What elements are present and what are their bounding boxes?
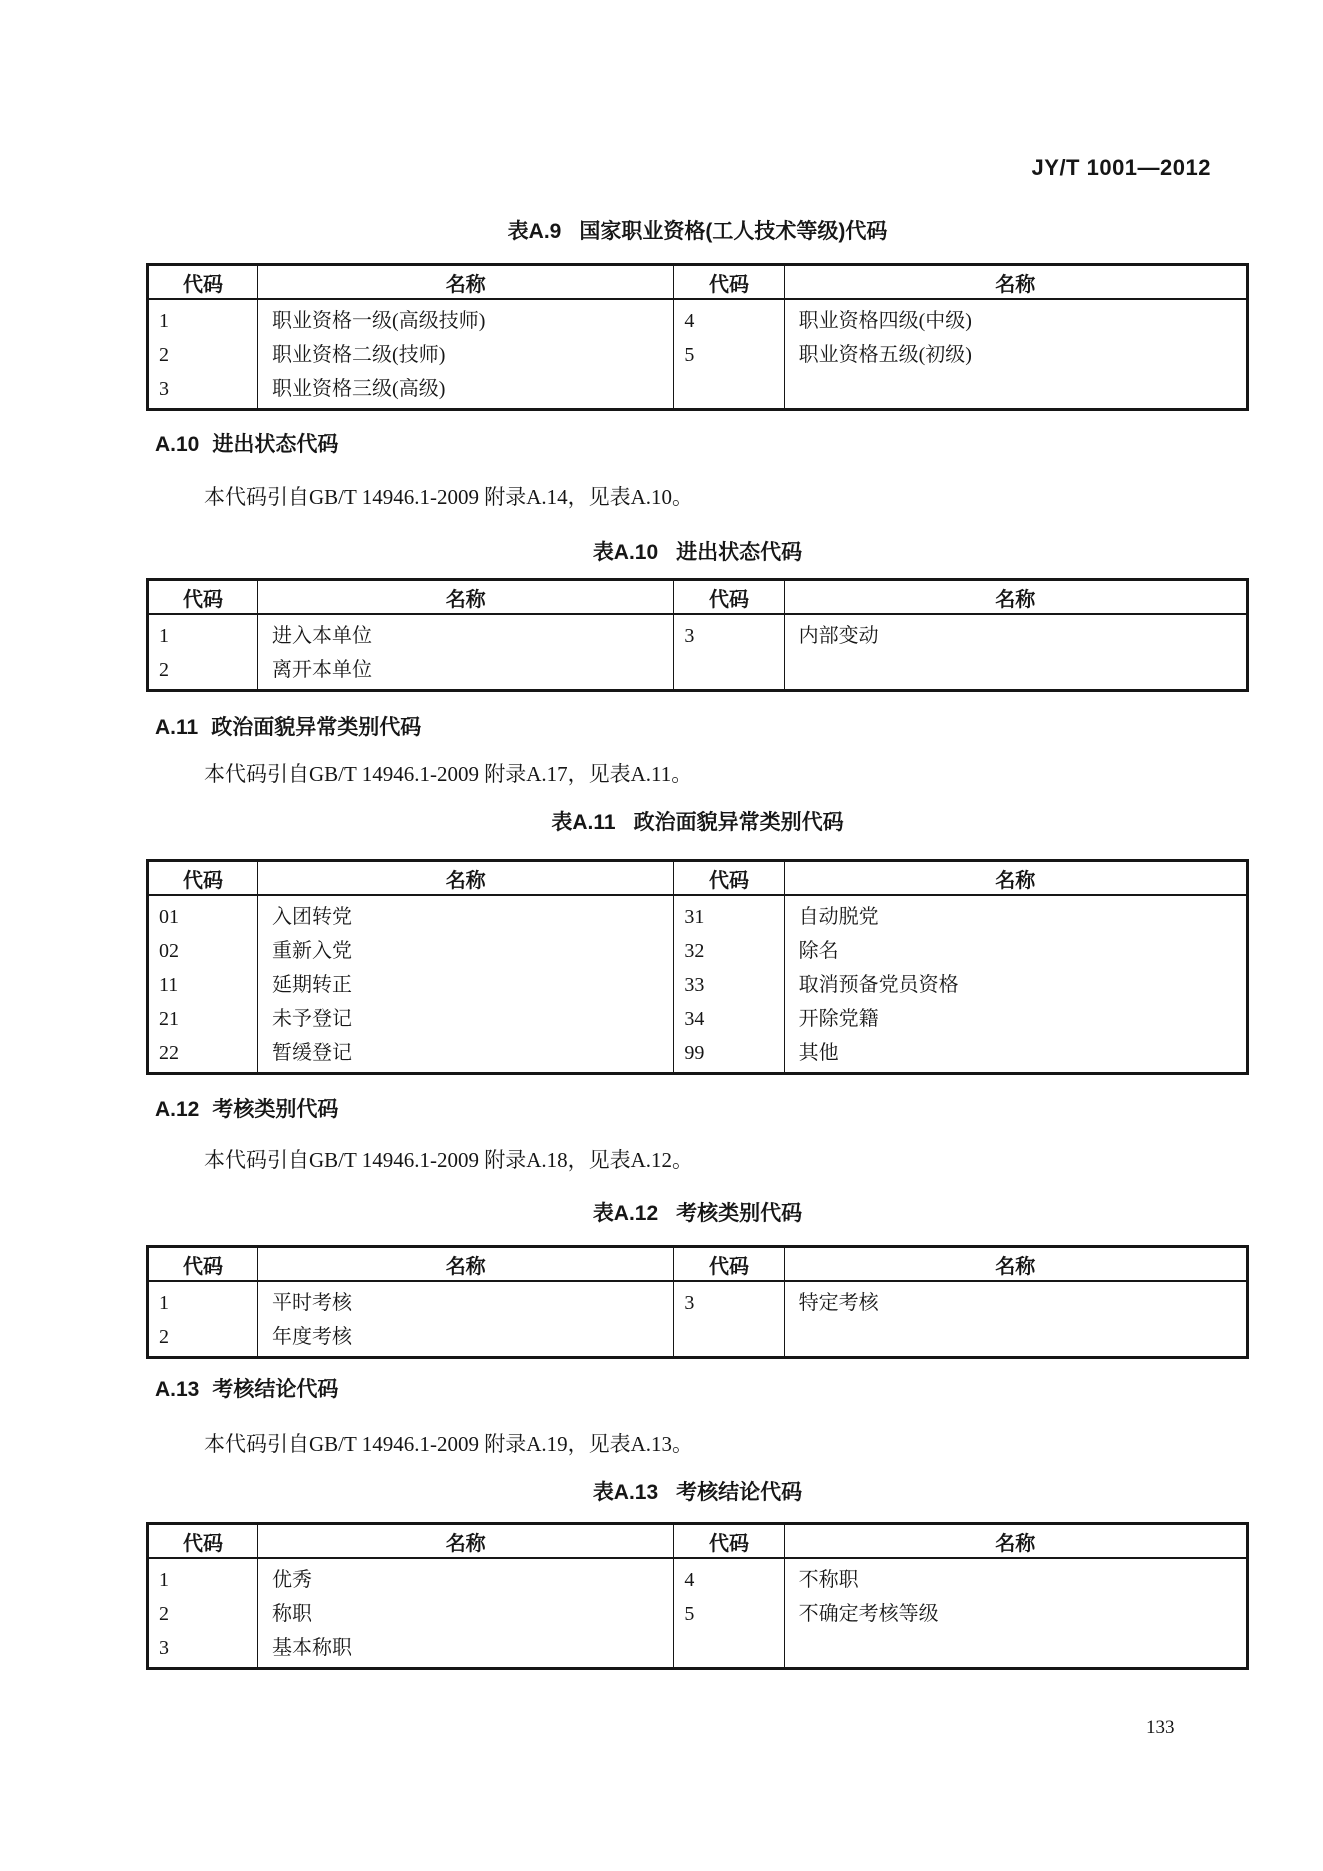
table-cell: 称职 [272, 1603, 313, 1625]
column-header: 名称 [784, 266, 1246, 298]
table-cell: 32 [684, 940, 705, 962]
section-heading-a13 [155, 1373, 338, 1403]
column-header: 代码 [183, 1532, 224, 1555]
heading-label: A.11 [155, 716, 199, 739]
column-header: 名称 [257, 266, 673, 298]
table-cell: 2 [159, 659, 169, 681]
column-header: 名称 [257, 862, 673, 894]
paragraph-a12: 本代码引自GB/T 14946.1-2009 附录A.18，见表A.12。 [204, 1148, 694, 1172]
table-cell: 重新入党 [272, 940, 353, 962]
heading-title: 考核类别代码 [212, 1098, 339, 1121]
name-column [257, 300, 673, 408]
table-cell: 内部变动 [798, 625, 879, 647]
table-cell: 取消预备党员资格 [798, 974, 959, 996]
table-cell: 不称职 [798, 1569, 859, 1591]
table-cell: 开除党籍 [798, 1008, 879, 1030]
table-cell [785, 1320, 1246, 1354]
table-cell: 3 [159, 378, 169, 400]
heading-label: A.13 [155, 1378, 200, 1401]
table-a10-caption [146, 536, 1249, 566]
column-header: 名称 [784, 581, 1246, 613]
table-cell: 平时考核 [272, 1292, 353, 1314]
column-header: 代码 [673, 1248, 783, 1280]
caption-title: 政治面貌异常类别代码 [633, 811, 844, 834]
table-cell: 特定考核 [798, 1292, 879, 1314]
code-column [673, 1282, 783, 1356]
name-column [784, 300, 1246, 408]
table-cell: 21 [159, 1008, 179, 1030]
code-column [149, 896, 257, 1072]
column-header: 名称 [784, 1525, 1246, 1557]
column-header: 代码 [673, 266, 783, 298]
table-cell: 3 [159, 1637, 169, 1659]
table-cell: 5 [684, 344, 695, 366]
table-cell: 离开本单位 [272, 659, 373, 681]
table-cell: 5 [684, 1603, 695, 1625]
table-cell: 02 [159, 940, 179, 962]
table-a9-body [149, 300, 1246, 408]
caption-title: 考核结论代码 [676, 1481, 803, 1504]
table-cell: 自动脱党 [798, 906, 879, 928]
column-header: 代码 [183, 273, 224, 296]
column-header: 代码 [673, 1525, 783, 1557]
heading-title: 考核结论代码 [212, 1378, 339, 1401]
table-a12-body [149, 1282, 1246, 1356]
table-a9-header-row [149, 266, 1246, 300]
table-cell: 1 [159, 1292, 169, 1314]
table-cell: 3 [684, 625, 695, 647]
table-a12 [146, 1245, 1249, 1359]
table-a12-caption [146, 1197, 1249, 1227]
caption-title: 进出状态代码 [676, 541, 803, 564]
table-a11-body [149, 896, 1246, 1072]
table-cell: 暂缓登记 [272, 1042, 353, 1064]
table-a12-header-row [149, 1248, 1246, 1282]
name-column [784, 896, 1246, 1072]
table-a9-caption [146, 215, 1249, 245]
code-column [673, 1559, 783, 1667]
table-cell: 职业资格三级(高级) [272, 378, 446, 400]
name-column [257, 615, 673, 689]
table-cell: 99 [684, 1042, 705, 1064]
table-cell: 进入本单位 [272, 625, 373, 647]
table-cell: 11 [159, 974, 179, 996]
paragraph-a13: 本代码引自GB/T 14946.1-2009 附录A.19，见表A.13。 [204, 1432, 694, 1456]
table-cell: 2 [159, 1603, 169, 1625]
table-cell: 1 [159, 1569, 169, 1591]
table-cell [674, 653, 783, 687]
table-a11-header-row [149, 862, 1246, 896]
code-column [673, 615, 783, 689]
table-cell [674, 372, 783, 406]
heading-label: A.10 [155, 433, 200, 456]
table-cell [785, 372, 1246, 406]
table-cell: 1 [159, 625, 169, 647]
code-column [149, 1282, 257, 1356]
table-a13 [146, 1522, 1249, 1670]
column-header: 名称 [257, 1248, 673, 1280]
column-header: 代码 [673, 581, 783, 613]
name-column [257, 896, 673, 1072]
name-column [784, 1559, 1246, 1667]
table-cell: 基本称职 [272, 1637, 353, 1659]
table-cell: 3 [684, 1292, 695, 1314]
heading-label: A.12 [155, 1098, 200, 1121]
caption-label: 表A.9 [507, 220, 562, 243]
table-cell: 1 [159, 310, 169, 332]
table-a9 [146, 263, 1249, 411]
table-cell: 2 [159, 344, 169, 366]
column-header: 代码 [183, 1255, 224, 1278]
table-cell: 2 [159, 1326, 169, 1348]
code-column [149, 300, 257, 408]
table-cell: 不确定考核等级 [798, 1603, 939, 1625]
caption-title: 国家职业资格(工人技术等级)代码 [579, 220, 888, 243]
heading-title: 政治面貌异常类别代码 [211, 716, 422, 739]
caption-label: 表A.11 [551, 811, 616, 834]
paragraph-a11: 本代码引自GB/T 14946.1-2009 附录A.17，见表A.11。 [204, 762, 693, 786]
table-cell: 22 [159, 1042, 179, 1064]
name-column [784, 1282, 1246, 1356]
code-column [673, 896, 783, 1072]
table-cell: 职业资格四级(中级) [798, 310, 972, 332]
table-cell: 34 [684, 1008, 705, 1030]
table-cell: 4 [684, 1569, 695, 1591]
table-a13-caption [146, 1476, 1249, 1506]
table-cell: 优秀 [272, 1569, 313, 1591]
table-cell: 其他 [798, 1042, 839, 1064]
table-cell: 年度考核 [272, 1326, 353, 1348]
table-cell: 延期转正 [272, 974, 353, 996]
column-header: 名称 [784, 862, 1246, 894]
column-header: 代码 [673, 862, 783, 894]
column-header: 名称 [257, 581, 673, 613]
section-heading-a12 [155, 1093, 338, 1123]
table-cell [674, 1320, 783, 1354]
caption-title: 考核类别代码 [676, 1202, 803, 1225]
page-number: 133 [1146, 1717, 1175, 1738]
table-cell: 职业资格二级(技师) [272, 344, 446, 366]
column-header: 代码 [183, 869, 224, 892]
name-column [257, 1282, 673, 1356]
table-cell [785, 1631, 1246, 1665]
table-a13-body [149, 1559, 1246, 1667]
table-a13-header-row [149, 1525, 1246, 1559]
table-cell: 4 [684, 310, 695, 332]
code-column [149, 1559, 257, 1667]
table-cell: 01 [159, 906, 179, 928]
section-heading-a11 [155, 711, 421, 741]
column-header: 名称 [784, 1248, 1246, 1280]
table-a10-body [149, 615, 1246, 689]
column-header: 代码 [183, 588, 224, 611]
caption-label: 表A.13 [592, 1481, 659, 1504]
table-cell [785, 653, 1246, 687]
table-cell [674, 1631, 783, 1665]
table-cell: 除名 [798, 940, 839, 962]
column-header: 名称 [257, 1525, 673, 1557]
paragraph-a10: 本代码引自GB/T 14946.1-2009 附录A.14，见表A.10。 [204, 485, 694, 509]
heading-title: 进出状态代码 [212, 433, 339, 456]
table-cell: 33 [684, 974, 705, 996]
table-a10-header-row [149, 581, 1246, 615]
table-cell: 31 [684, 906, 705, 928]
table-a11-caption [146, 806, 1249, 836]
table-a10 [146, 578, 1249, 692]
table-cell: 未予登记 [272, 1008, 353, 1030]
caption-label: 表A.12 [592, 1202, 659, 1225]
name-column [257, 1559, 673, 1667]
code-column [149, 615, 257, 689]
section-heading-a10 [155, 428, 338, 458]
table-cell: 职业资格一级(高级技师) [272, 310, 486, 332]
code-column [673, 300, 783, 408]
table-a11 [146, 859, 1249, 1075]
table-cell: 职业资格五级(初级) [798, 344, 972, 366]
name-column [784, 615, 1246, 689]
caption-label: 表A.10 [592, 541, 659, 564]
doc-number: JY/T 1001—2012 [1031, 155, 1211, 180]
table-cell: 入团转党 [272, 906, 353, 928]
